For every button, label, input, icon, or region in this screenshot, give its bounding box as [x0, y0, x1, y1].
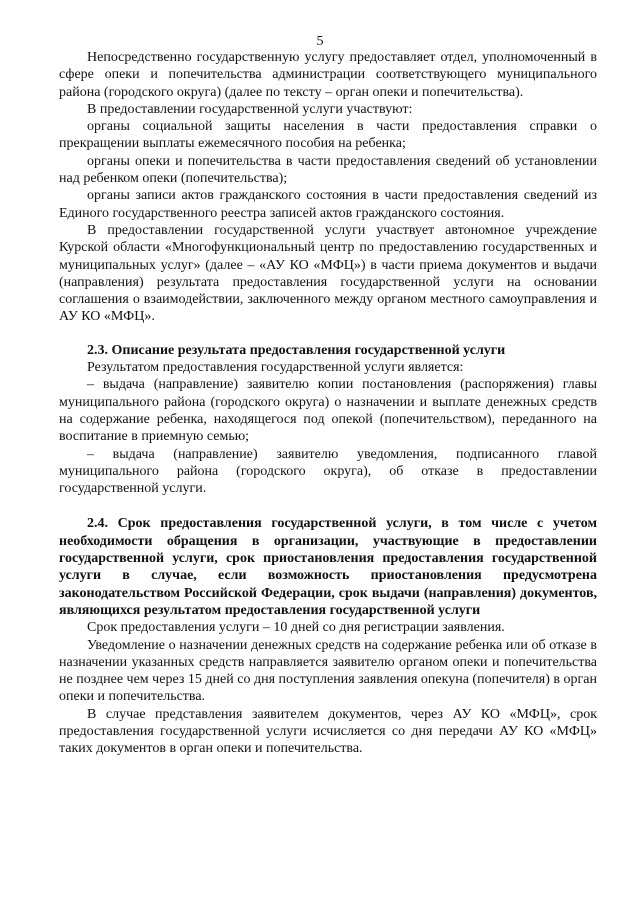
paragraph-notification: Уведомление о назначении денежных средств на содержание ребенка или об отказе в назначении указанных средств направляется заявителю органом опеки и попечительства не позднее чем через 15 дней со дня поступления заявления опекуна (попечителя) в орган опеки и попечительства.	[59, 637, 597, 705]
paragraph-result-refusal: – выдача (направление) заявителю уведомления, подписанного главой муниципального района (городского округа), об отказе в предоставлении государственной услуги.	[59, 446, 597, 497]
paragraph-guardianship-bodies: органы опеки и попечительства в части предоставления сведений об установлении над ребенком опеки (попечительства);	[59, 153, 597, 187]
section-heading-2-4: 2.4. Срок предоставления государственной услуги, в том числе с учетом необходимости обращения в организации, участвующие в предоставлении государственной услуги, срок приостановления предоставления государственной услуги в случае, если возможность приостановления предусмотрена законодательством Российской Федерации, срок выдачи (направления) документов, являющихся результатом предоставления государственной услуги	[59, 516, 597, 618]
paragraph-mfc: В предоставлении государственной услуги участвует автономное учреждение Курской области «Многофункциональный центр по предоставлению государственных и муниципальных услуг» (далее – «АУ КО «МФЦ») в части приема документов и выдачи (направления) результата предоставления государственной услуги на основании соглашения о взаимодействии, заключенного между органом местного самоуправления и АУ КО «МФЦ».	[59, 222, 597, 325]
page-number: 5	[316, 34, 324, 49]
paragraph-result-intro: Результатом предоставления государственной услуги является:	[87, 360, 464, 376]
paragraph-authority: Непосредственно государственную услугу предоставляет отдел, уполномоченный в сфере опеки и попечительства администрации соответствующего муниципального района (городского округа) (далее по тексту – орган опеки и попечительства).	[59, 50, 597, 100]
paragraph-mfc-term: В случае представления заявителем документов, через АУ КО «МФЦ», срок предоставления государственной услуги исчисляется со дня передачи АУ КО «МФЦ» таких документов в орган опеки и попечительства.	[59, 706, 597, 757]
section-heading-2-3: 2.3. Описание результата предоставления государственной услуги	[87, 342, 506, 358]
paragraph-participants-intro: В предоставлении государственной услуги участвуют:	[87, 101, 413, 117]
paragraph-social-protection: органы социальной защиты населения в части предоставления справки о прекращении выплаты ежемесячного пособия на ребенка;	[59, 119, 597, 152]
paragraph-term: Срок предоставления услуги – 10 дней со дня регистрации заявления.	[87, 620, 505, 636]
document-body	[59, 49, 597, 758]
paragraph-result-decree: – выдача (направление) заявителю копии постановления (распоряжения) главы муниципального района (городского округа) о назначении и выплате денежных средств на содержание ребенка, находящегося под опекой (попечительством), переданного на воспитание в приемную семью;	[59, 377, 597, 445]
paragraph-civil-registry: органы записи актов гражданского состояния в части предоставления сведений из Единого государственного реестра записей актов гражданского состояния.	[59, 188, 597, 221]
